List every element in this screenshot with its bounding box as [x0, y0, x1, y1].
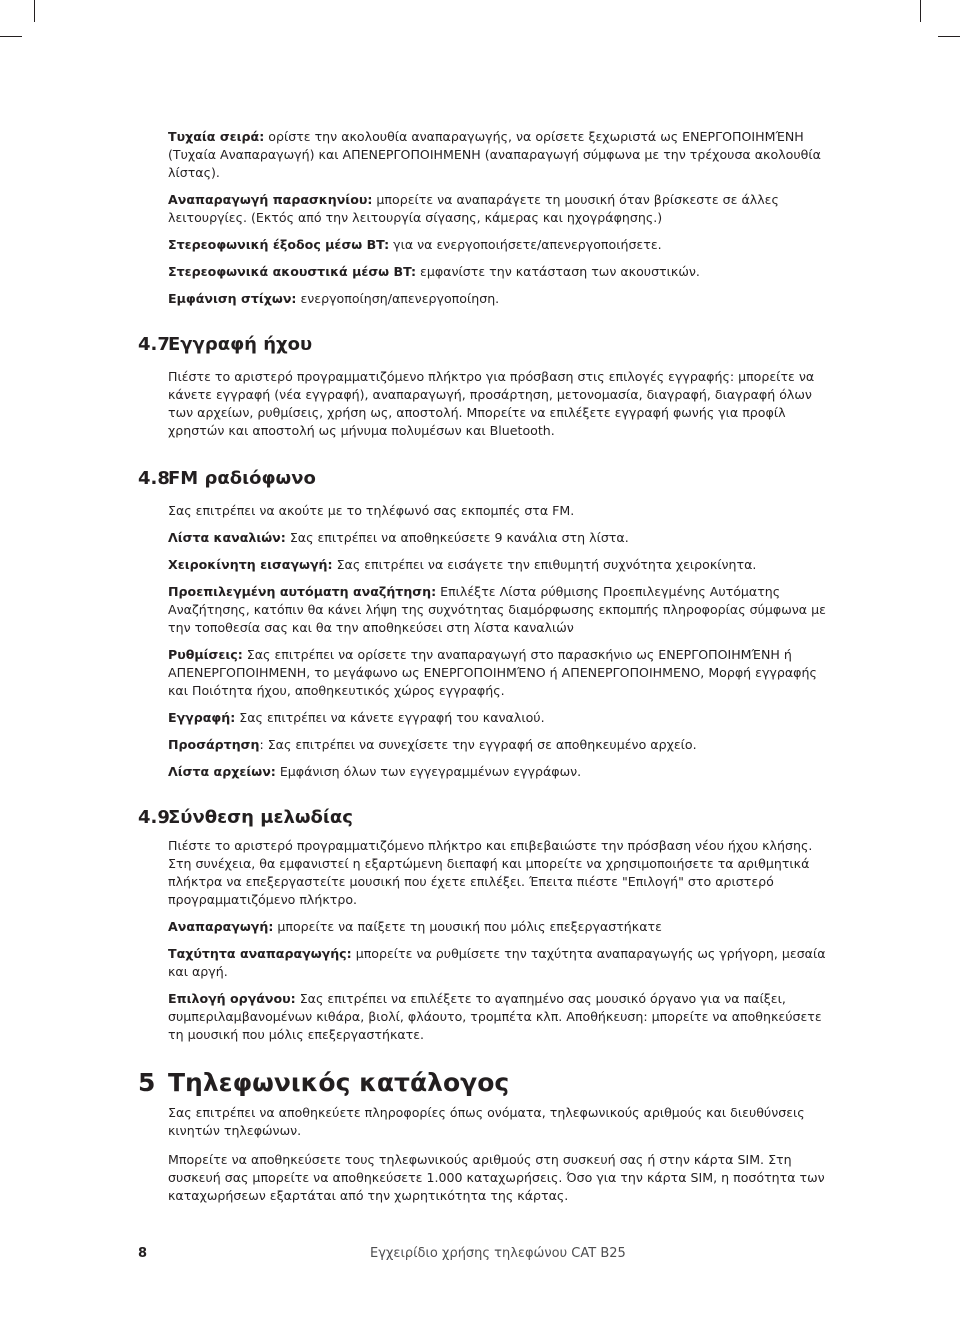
section-heading-4-8: 4.8 FM ραδιόφωνο: [138, 468, 316, 489]
chapter-heading-5: 5 Τηλεφωνικός κατάλογος: [138, 1068, 510, 1097]
intro-item: Στερεοφωνική έξοδος μέσω BT: για να ενεργοποιήσετε/απενεργοποιήσετε.: [168, 237, 662, 252]
section-intro: Σας επιτρέπει να ακούτε με το τηλέφωνό σας εκπομπές στα FM.: [168, 503, 575, 518]
fm-item: Λίστα καναλιών: Σας επιτρέπει να αποθηκεύσετε 9 κανάλια στη λίστα.: [168, 530, 629, 545]
section-intro: Πιέστε το αριστερό προγραμματιζόμενο πλήκτρο και επιβεβαιώστε την πρόσβαση νέου ήχου κλήσης. Στη συνέχεια, θα εμφανιστεί η εξαρτώμενη διεπαφή και μπορείτε να χρησιμοποιήσετε τα αριθμητικά πλήκτρα να επεξεργαστείτε μουσική που έχετε επιλέξει. Έπειτα πιέστε "Επιλογή" στο αριστερό προγραμματιζόμενο πλήκτρο.: [168, 838, 813, 907]
section-heading-4-7: 4.7 Εγγραφή ήχου: [138, 334, 313, 355]
fm-item: Χειροκίνητη εισαγωγή: Σας επιτρέπει να εισάγετε την επιθυμητή συχνότητα χειροκίνητα.: [168, 557, 757, 572]
intro-item: Αναπαραγωγή παρασκηνίου: μπορείτε να αναπαράγετε τη μουσική όταν βρίσκεστε σε άλλες λειτουργίες. (Εκτός από την λειτουργία σίγασης, κάμερας και ηχογράφησης.): [168, 192, 779, 225]
footer-title: Εγχειρίδιο χρήσης τηλεφώνου CAT B25: [370, 1246, 626, 1261]
fm-item: Προσάρτηση: Σας επιτρέπει να συνεχίσετε την εγγραφή σε αποθηκευμένο αρχείο.: [168, 737, 697, 752]
crop-mark: [920, 0, 921, 22]
page-number: 8: [138, 1246, 148, 1261]
melody-item: Αναπαραγωγή: μπορείτε να παίξετε τη μουσική που μόλις επεξεργαστήκατε: [168, 919, 662, 934]
intro-item: Εμφάνιση στίχων: ενεργοποίηση/απενεργοποίηση.: [168, 291, 500, 306]
crop-mark: [0, 36, 22, 37]
page-content: [138, 128, 828, 1205]
section-body: Πιέστε το αριστερό προγραμματιζόμενο πλήκτρο για πρόσβαση στις επιλογές εγγραφής: μπορείτε να κάνετε εγγραφή (νέα εγγραφή), αναπαραγωγή, προσάρτηση, μετονομασία, διαγραφή, διαγραφή όλων των αρχείων, ρυθμίσεις, χρήση ως, αποστολή. Μπορείτε να επιλέξετε εγγραφή φωνής για προφίλ χρηστών και αποστολή ως μήνυμα πολυμέσων και Bluetooth.: [168, 369, 815, 438]
crop-mark: [34, 0, 35, 22]
melody-item: Επιλογή οργάνου: Σας επιτρέπει να επιλέξετε το αγαπημένο σας μουσικό όργανο για να παίξει, συμπεριλαμβανομένων κιθάρα, βιολί, φλάουτο, τρομπέτα κλπ. Αποθήκευση: μπορείτε να αποθηκεύσετε τη μουσική που μόλις επεξεργαστήκατε.: [168, 991, 822, 1042]
fm-item: Προεπιλεγμένη αυτόματη αναζήτηση: Επιλέξτε Λίστα ρύθμισης Προεπιλεγμένης Αυτόματης Αναζήτησης, κατόπιν θα κάνει λήψη της συχνότητας διαμόρφωσης εκπομπής πληροφορίας σύμφωνα με την τοποθεσία σας και θα την αποθηκεύσει στη λίστα καναλιών: [168, 584, 826, 635]
fm-item: Ρυθμίσεις: Σας επιτρέπει να ορίσετε την αναπαραγωγή στο παρασκήνιο ως ΕΝΕΡΓΟΠΟΙΗΜΈΝΗ ή ΑΠΕΝΕΡΓΟΠΟΙΗΜΕΝΗ, το μεγάφωνο ως ΕΝΕΡΓΟΠΟΙΗΜΈΝΟ ή ΑΠΕΝΕΡΓΟΠΟΙΗΜΕΝΟ, Μορφή εγγραφής και Ποιότητα ήχου, αποθηκευτικός χώρος εγγραφής.: [168, 647, 817, 698]
section-heading-4-9: 4.9 Σύνθεση μελωδίας: [138, 807, 353, 828]
fm-item: Λίστα αρχείων: Εμφάνιση όλων των εγγεγραμμένων εγγράφων.: [168, 764, 582, 779]
fm-item: Εγγραφή: Σας επιτρέπει να κάνετε εγγραφή του καναλιού.: [168, 710, 545, 725]
crop-mark: [938, 36, 960, 37]
intro-item: Στερεοφωνικά ακουστικά μέσω BT: εμφανίστε την κατάσταση των ακουστικών.: [168, 264, 700, 279]
melody-item: Ταχύτητα αναπαραγωγής: μπορείτε να ρυθμίσετε την ταχύτητα αναπαραγωγής ως γρήγορη, μεσαία και αργή.: [168, 946, 826, 979]
intro-item: Τυχαία σειρά: ορίστε την ακολουθία αναπαραγωγής, να ορίσετε ξεχωριστά ως ΕΝΕΡΓΟΠΟΙΗΜΈΝΗ (Τυχαία Αναπαραγωγή) και ΑΠΕΝΕΡΓΟΠΟΙΗΜΕΝΗ (αναπαραγωγή σύμφωνα με την τρέχουσα ακολουθία λίστας).: [168, 129, 821, 180]
chapter-paragraph: Μπορείτε να αποθηκεύσετε τους τηλεφωνικούς αριθμούς στη συσκευή σας ή στην κάρτα SIM. Στη συσκευή σας μπορείτε να αποθηκεύσετε 1.000 καταχωρήσεις. Όσο για την κάρτα SIM, η ποσότητα των καταχωρήσεων εξαρτάται από την χωρητικότητα της κάρτας.: [168, 1152, 825, 1203]
chapter-paragraph: Σας επιτρέπει να αποθηκεύετε πληροφορίες όπως ονόματα, τηλεφωνικούς αριθμούς και διευθύνσεις κινητών τηλεφώνων.: [168, 1105, 805, 1138]
